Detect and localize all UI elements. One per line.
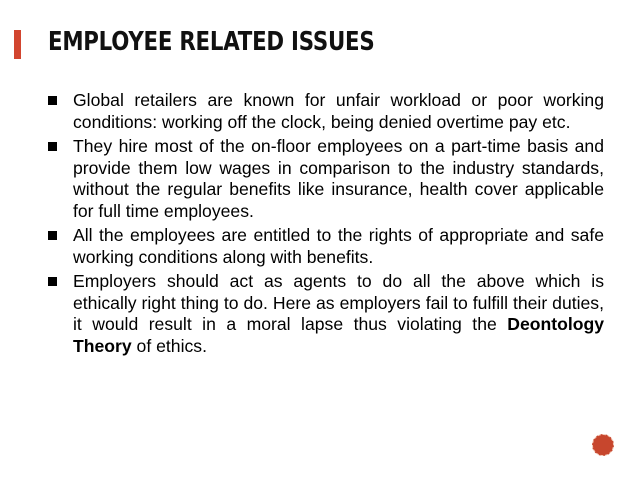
bullet-item [48, 271, 604, 357]
slide-title: EMPLOYEE RELATED ISSUES [48, 27, 375, 57]
bullet-text: Global retailers are known for unfair workload or poor working conditions: working off the clock, being denied overtime pay etc. [73, 90, 604, 132]
bullet-text [73, 271, 604, 356]
bullet-item [48, 136, 604, 222]
title-accent-bar [14, 30, 21, 59]
bullet-text-tail: of ethics. [131, 335, 207, 356]
bold-term: Deontology Theory [73, 314, 604, 356]
bullet-text-lead: Employers should act as agents to do all the above which is ethically right thing to do. Here as employers fail to fulfill their duties, it would result in a moral lapse thus violating the [73, 271, 604, 334]
bullet-list [48, 90, 604, 360]
bullet-item [48, 90, 604, 133]
slide-number-badge [592, 434, 614, 456]
square-bullet-icon [48, 96, 57, 105]
square-bullet-icon [48, 277, 57, 286]
bullet-text: All the employees are entitled to the rights of appropriate and safe working conditions along with benefits. [73, 225, 604, 267]
square-bullet-icon [48, 231, 57, 240]
bullet-text: They hire most of the on-floor employees on a part-time basis and provide them low wages in comparison to the industry standards, without the regular benefits like insurance, health cover applicable for full time employees. [73, 136, 604, 221]
bullet-item [48, 225, 604, 268]
square-bullet-icon [48, 142, 57, 151]
